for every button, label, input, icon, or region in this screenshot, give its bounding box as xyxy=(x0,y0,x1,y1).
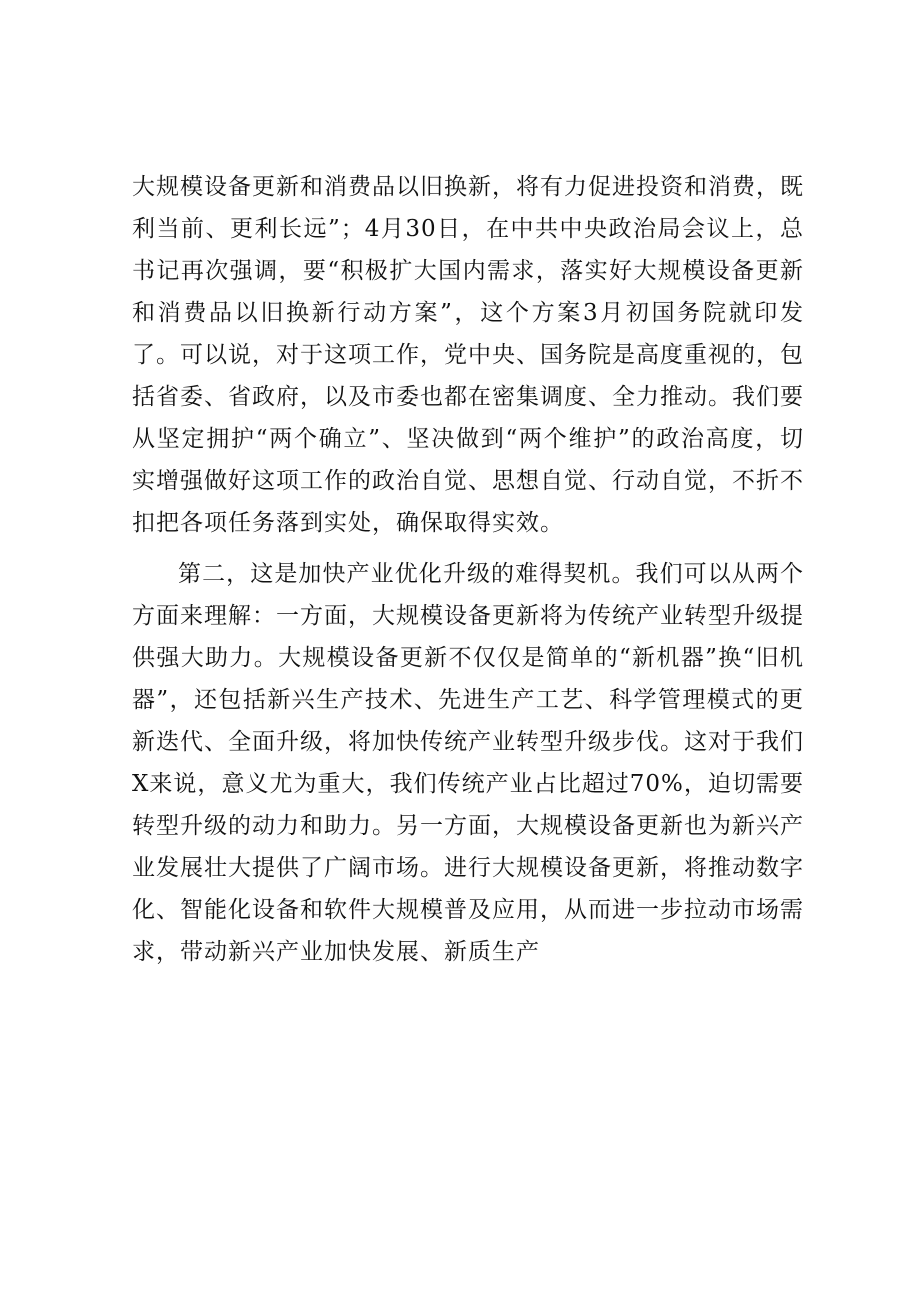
paragraph-continuation: 大规模设备更新和消费品以旧换新，将有力促进投资和消费，既利当前、更利长远”；4月30日，在中共中央政治局会议上，总书记再次强调，要“积极扩大国内需求，落实好大规模设备更新和消费品以旧换新行动方案”，这个方案3月初国务院就印发了。可以说，对于这项工作，党中央、国务院是高度重视的，包括省委、省政府，以及市委也都在密集调度、全力推动。我们要从坚定拥护“两个确立”、坚决做到“两个维护”的政治高度，切实增强做好这项工作的政治自觉、思想自觉、行动自觉，不折不扣把各项任务落到实处，确保取得实效。 xyxy=(132,174,804,536)
document-body xyxy=(132,166,804,973)
paragraph-second-point: 第二，这是加快产业优化升级的难得契机。我们可以从两个方面来理解：一方面，大规模设备更新将为传统产业转型升级提供强大助力。大规模设备更新不仅仅是简单的“新机器”换“旧机器”，还包括新兴生产技术、先进生产工艺、科学管理模式的更新迭代、全面升级，将加快传统产业转型升级步伐。这对于我们X来说，意义尤为重大，我们传统产业占比超过70%，迫切需要转型升级的动力和助力。另一方面，大规模设备更新也为新兴产业发展壮大提供了广阔市场。进行大规模设备更新，将推动数字化、智能化设备和软件大规模普及应用，从而进一步拉动市场需求，带动新兴产业加快发展、新质生产 xyxy=(132,561,804,965)
